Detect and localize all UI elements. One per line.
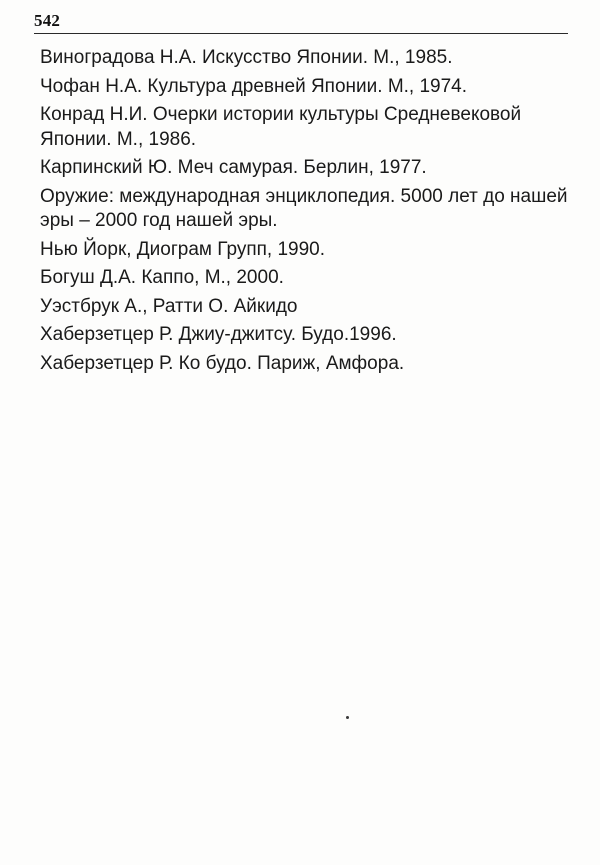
header-rule — [34, 33, 568, 34]
bibliography-entry: Оружие: международная энциклопедия. 5000 лет до нашей эры – 2000 год нашей эры. — [40, 185, 568, 231]
bibliography-list — [40, 46, 568, 380]
bibliography-entry: Хаберзетцер Р. Джиу-джитсу. Будо.1996. — [40, 324, 397, 345]
bibliography-entry: Виноградова Н.А. Искусство Японии. М., 1985. — [40, 47, 453, 68]
bibliography-entry: Уэстбрук А., Ратти О. Айкидо — [40, 295, 298, 317]
bibliography-entry: Карпинский Ю. Меч самурая. Берлин, 1977. — [40, 157, 427, 178]
bibliography-entry: Конрад Н.И. Очерки истории культуры Средневековой Японии. М., 1986. — [40, 104, 522, 150]
bibliography-entry: Богуш Д.А. Каппо, М., 2000. — [40, 267, 284, 288]
print-speck — [346, 716, 349, 719]
bibliography-entry: Чофан Н.А. Культура древней Японии. М., 1974. — [40, 75, 468, 97]
bibliography-entry: Нью Йорк, Диограм Групп, 1990. — [40, 238, 326, 260]
bibliography-entry: Хаберзетцер Р. Ко будо. Париж, Амфора. — [40, 352, 405, 374]
page-number: 542 — [34, 11, 61, 30]
